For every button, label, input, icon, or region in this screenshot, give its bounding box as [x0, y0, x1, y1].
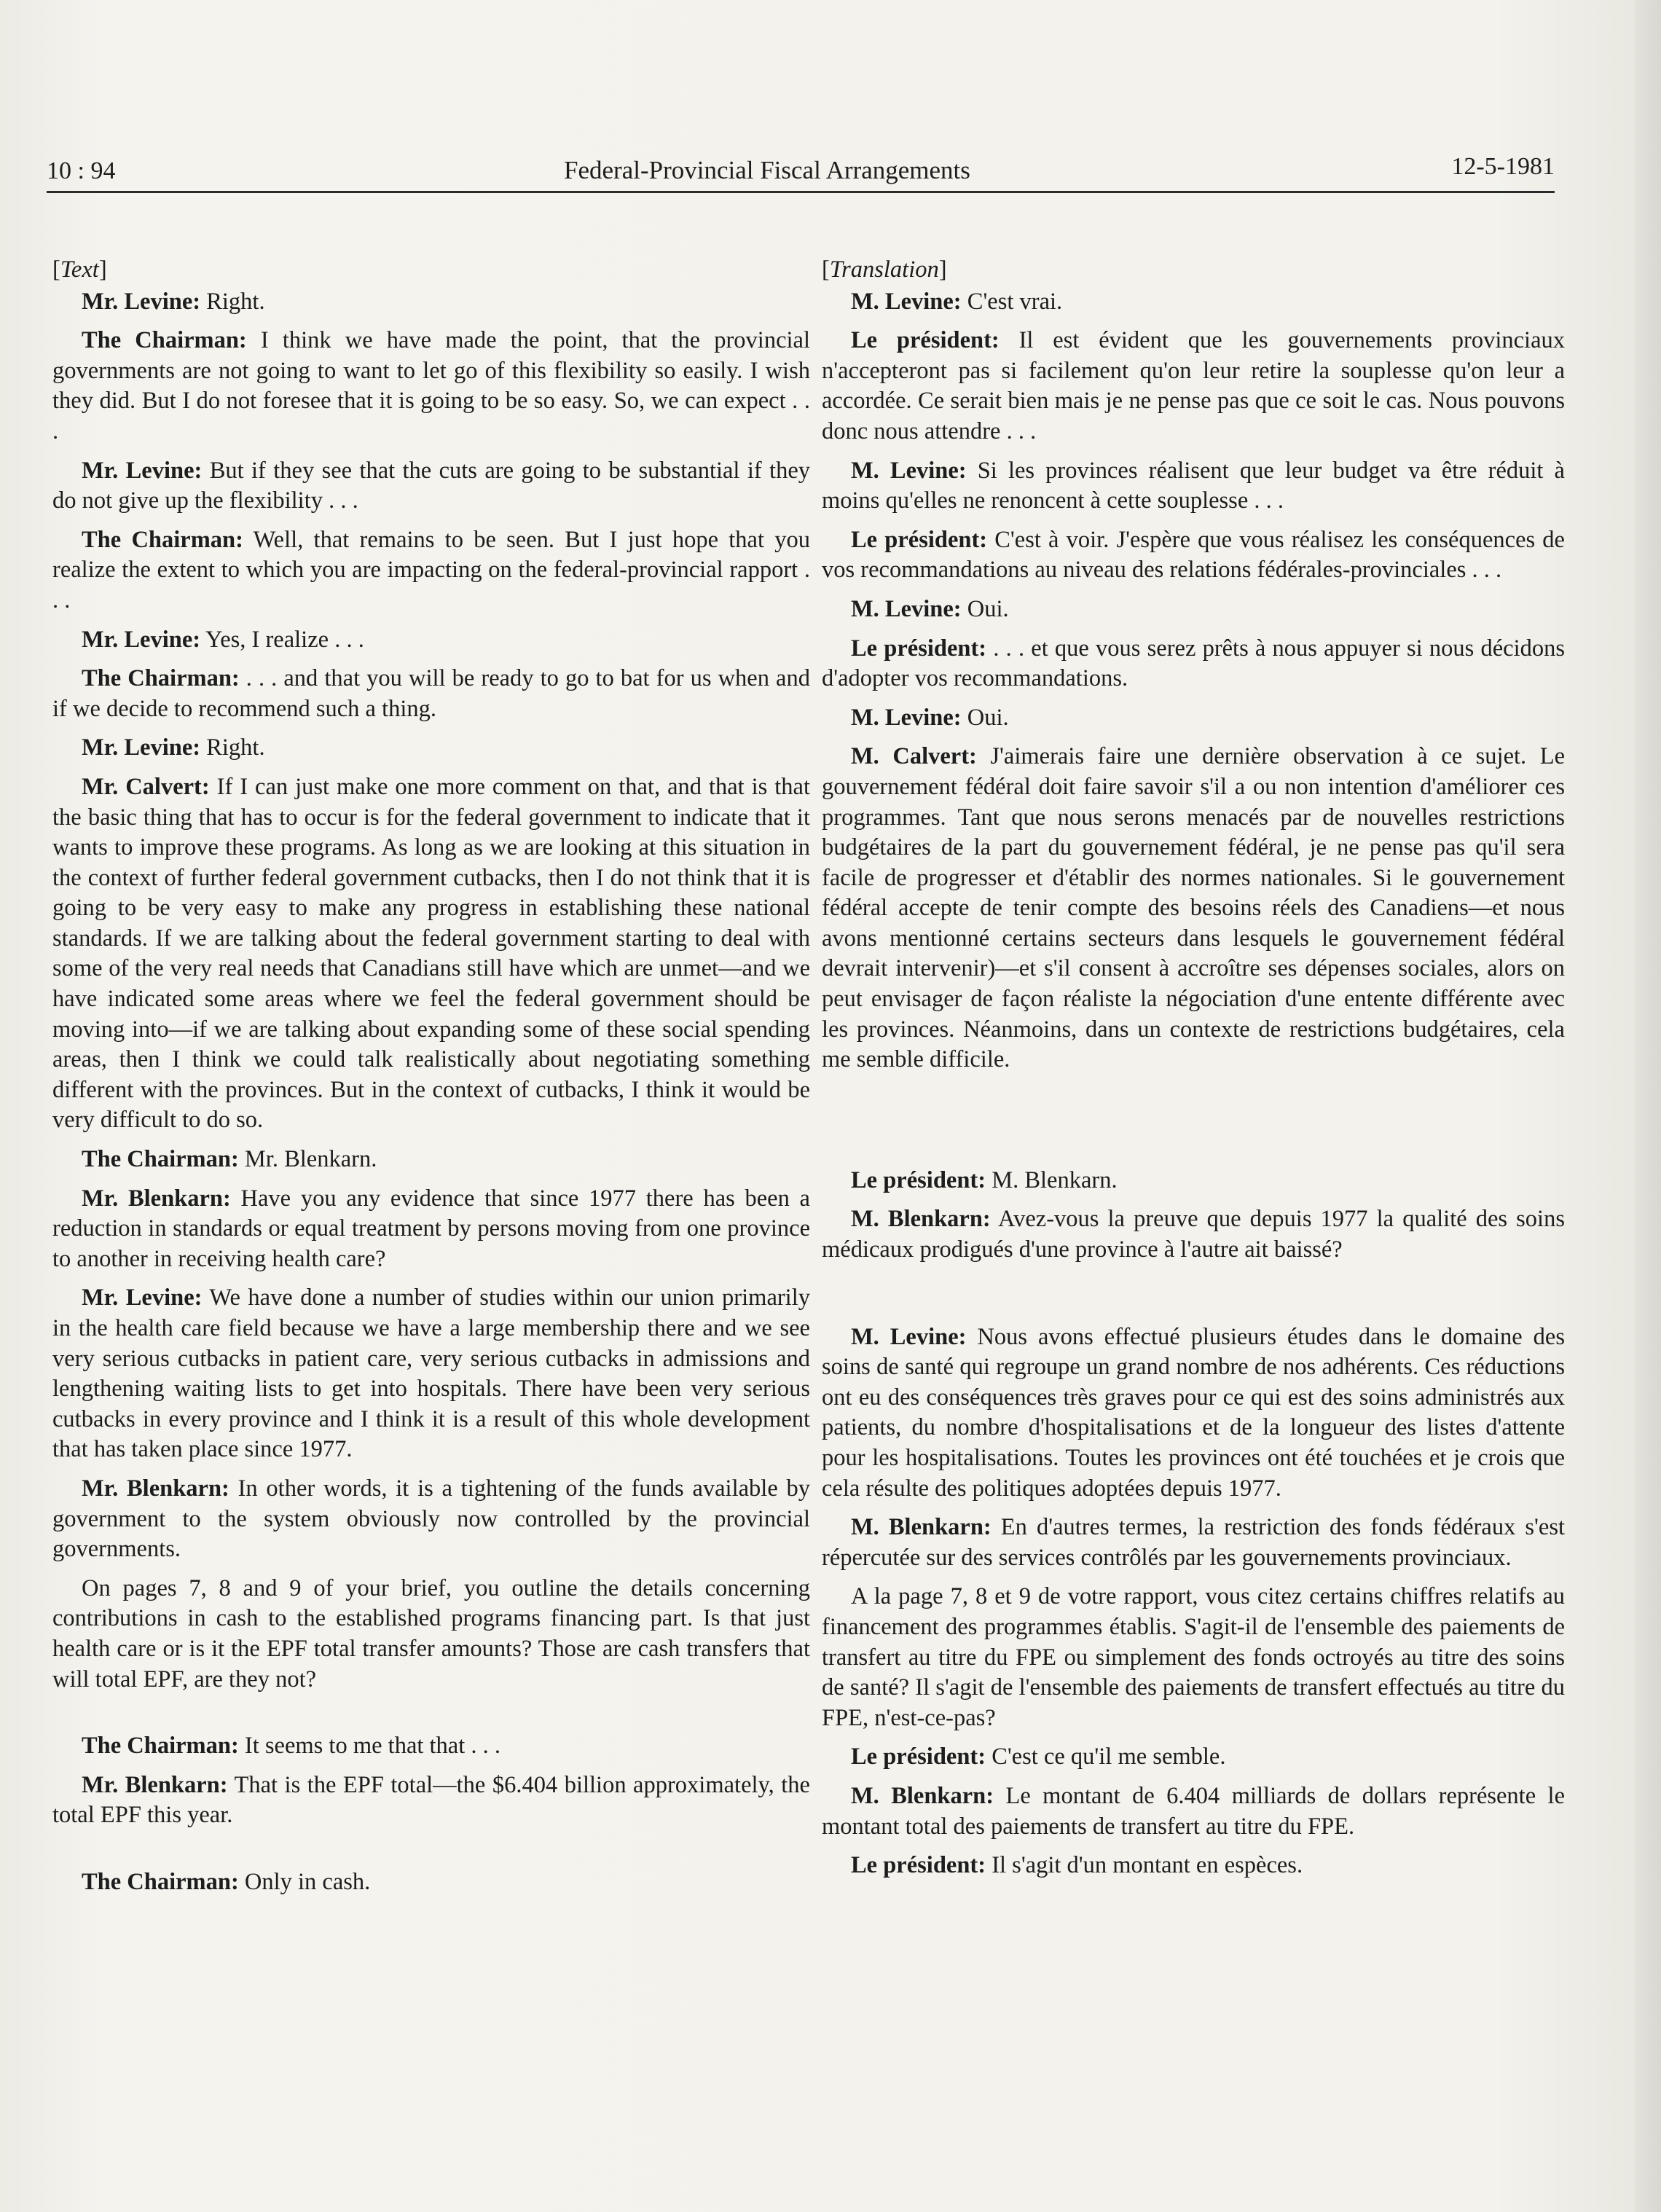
speaker: Mr. Levine:: [82, 626, 201, 653]
speaker: M. Levine:: [851, 457, 967, 484]
paragraph: [822, 634, 1565, 694]
speech: Il s'agit d'un montant en espèces.: [986, 1852, 1303, 1879]
speaker: Mr. Levine:: [82, 1285, 203, 1311]
speech: . . . and that you will be ready to go to bat for us when and if we decide to recommend such a thing.: [52, 665, 810, 722]
speech: If I can just make one more comment on that, and that is that the basic thing that has to occur is for the federal government to indicate that it wants to improve these programs. As long as we are looking at this situation in the context of further federal government cutbacks, then I do not think that it is going to be very easy to make any progress in establishing these national standards. If we are talking about the federal government starting to deal with some of the very real needs that Canadians still have which are unmet—and we have indicated some areas where we feel the federal government should be moving into—if we are talking about expanding some of these social spending areas, then I think we could talk realistically about negotiating something different with the provinces. But in the context of cutbacks, I think it would be very difficult to do so.: [52, 773, 810, 1134]
paragraph: [822, 287, 1565, 318]
speaker: The Chairman:: [82, 1868, 239, 1895]
paragraph: [52, 1574, 810, 1695]
speaker: Mr. Levine:: [82, 734, 201, 761]
speech: Il est évident que les gouvernements provinciaux n'accepteront pas si facilement qu'on leur retire la souplesse qu'on leur a accordée. Ce serait bien mais je ne pense pas que ce soit le cas. Nous pouvons donc nous attendre . . .: [822, 327, 1565, 444]
speech: C'est ce qu'il me semble.: [986, 1744, 1226, 1770]
speaker: Le président:: [851, 327, 1000, 354]
speaker: Le président:: [851, 1852, 986, 1879]
speech: I think we have made the point, that the provincial governments are not going to want to let go of this flexibility so easily. I wish they did. But I do not foresee that it is going to be so easy. So, we can expect . . .: [52, 327, 810, 444]
speech: Nous avons effectué plusieurs études dans le domaine des soins de santé qui regroupe un grand nombre de nos adhérents. Ces réductions ont eu des conséquences très graves pour ce qui est des soins administrés aux patients, du nombre d'hospitalisations et de la longueur des listes d'attente pour les hospitalisations. Toutes les provinces ont été touchées et je crois que cela résulte des politiques adoptées depuis 1977.: [822, 1323, 1565, 1502]
paragraph: [822, 1204, 1565, 1265]
speaker: Mr. Blenkarn:: [82, 1771, 228, 1798]
speaker: The Chairman:: [82, 1146, 239, 1173]
speaker: The Chairman:: [82, 665, 240, 692]
speaker: M. Calvert:: [851, 743, 977, 770]
paragraph: [822, 1742, 1565, 1773]
spacer: [52, 1840, 810, 1867]
paragraph: [822, 456, 1565, 517]
paragraph: [822, 1781, 1565, 1842]
speech: Well, that remains to be seen. But I just hope that you realize the extent to which you are impacting on the federal-provincial rapport . . .: [52, 526, 810, 613]
header-date: 12-5-1981: [1451, 153, 1555, 180]
language-label: [Text]: [52, 256, 107, 283]
speaker: Le président:: [851, 526, 988, 553]
paragraph: [822, 595, 1565, 625]
speech: We have done a number of studies within our union primarily in the health care field because we have a large membership there and we see very serious cutbacks in patient care, very serious cutbacks in admissions and lengthening waiting lists to get into hospitals. There have been very serious cutbacks in every province and I think it is a result of this whole development that has taken place since 1977.: [52, 1285, 810, 1463]
speaker: M. Blenkarn:: [851, 1514, 992, 1541]
speech: Only in cash.: [238, 1868, 371, 1895]
paragraph: [822, 742, 1565, 1075]
language-label-text: Text: [60, 256, 99, 283]
speech: Have you any evidence that since 1977 there has been a reduction in standards or equal treatment by persons moving from one province to another in receiving health care?: [52, 1185, 810, 1272]
language-label: [Translation]: [822, 256, 947, 283]
speech: M. Blenkarn.: [986, 1166, 1118, 1193]
paragraph: [52, 456, 810, 517]
paragraph: [52, 664, 810, 724]
paragraph: [52, 1770, 810, 1831]
speaker: Mr. Blenkarn:: [82, 1185, 231, 1212]
paragraph: [52, 326, 810, 447]
header-title: Federal-Provincial Fiscal Arrangements: [564, 156, 970, 184]
paragraph: [52, 1731, 810, 1762]
running-header: [47, 146, 1555, 193]
speaker: M. Blenkarn:: [851, 1782, 994, 1809]
speech: . . . et que vous serez prêts à nous appuyer si nous décidons d'adopter vos recommandations.: [822, 635, 1565, 692]
speech: But if they see that the cuts are going to be substantial if they do not give up the flexibility . . .: [52, 457, 811, 514]
speech: Avez-vous la preuve que depuis 1977 la qualité des soins médicaux prodigués d'une province à l'autre ait baissé?: [822, 1206, 1565, 1263]
speech: Le montant de 6.404 milliards de dollars représente le montant total des paiements de transfert au titre du FPE.: [822, 1782, 1566, 1840]
paragraph: [52, 1283, 810, 1465]
paragraph: [52, 733, 810, 764]
paragraph: [822, 703, 1565, 734]
paragraph: [52, 525, 810, 616]
speech: That is the EPF total—the $6.404 billion approximately, the total EPF this year.: [52, 1771, 810, 1829]
speaker: Le président:: [851, 1166, 986, 1193]
french-column: [822, 255, 1565, 1890]
speaker: Le président:: [851, 1744, 986, 1770]
speaker: Le président:: [851, 635, 987, 662]
speech: J'aimerais faire une dernière observation à ce sujet. Le gouvernement fédéral doit faire savoir s'il a ou non intention d'améliorer ces programmes. Tant que nous serons menacés par de nouvelles restrictions budgétaires de la part du gouvernement fédéral, je ne pense pas qu'il sera facile de progresser et d'établir des normes nationales. Si le gouvernement fédéral accepte de tenir compte des besoins réels des Canadiens—et nous avons mentionné certains secteurs dans lesquels le gouvernement fédéral devrait intervenir)—et s'il consent à accroître ses dépenses sociales, alors on peut envisager de façon réaliste la négociation d'une entente différente avec les provinces. Néanmoins, dans un contexte de restrictions budgétaires, cela me semble difficile.: [822, 743, 1566, 1073]
speaker: M. Blenkarn:: [851, 1206, 991, 1233]
paragraph: [822, 525, 1565, 586]
speech: C'est vrai.: [961, 288, 1063, 315]
speech: On pages 7, 8 and 9 of your brief, you outline the details concerning contributions in cash to the established programs financing part. Is that just health care or is it the EPF total transfer amounts? Those are cash transfers that will total EPF, are they not?: [52, 1574, 810, 1693]
speech: Oui.: [961, 595, 1009, 622]
speech: C'est à voir. J'espère que vous réalisez les conséquences de vos recommandations au niveau des relations fédérales-provinciales . . .: [822, 526, 1565, 584]
paragraph: [822, 1851, 1565, 1881]
speech: Right.: [200, 288, 265, 315]
paragraph: [52, 1145, 810, 1175]
english-column: [52, 255, 810, 1907]
spacer: [822, 1084, 1565, 1166]
paragraph: [822, 1582, 1565, 1733]
paragraph: [52, 1474, 810, 1565]
paragraph: [822, 1513, 1565, 1573]
paragraph: [822, 326, 1565, 447]
speech: It seems to me that that . . .: [238, 1733, 501, 1760]
paragraph: [52, 287, 810, 318]
speaker: The Chairman:: [82, 1733, 239, 1760]
speaker: The Chairman:: [82, 526, 243, 553]
paragraph: [52, 625, 810, 656]
speech: A la page 7, 8 et 9 de votre rapport, vous citez certains chiffres relatifs au financement des programmes établis. S'agit-il de l'ensemble des paiements de transfert au titre du FPE ou simplement des fonds octroyés au titre des soins de santé? Il s'agit de l'ensemble des paiements de transfert effectués au titre du FPE, n'est-ce-pas?: [822, 1583, 1565, 1731]
speech: En d'autres termes, la restriction des fonds fédéraux s'est répercutée sur des services contrôlés par les gouvernements provinciaux.: [822, 1514, 1565, 1571]
speech: Yes, I realize . . .: [200, 626, 364, 653]
language-label-text: Translation: [829, 256, 939, 283]
speaker: M. Levine:: [851, 1323, 967, 1350]
paragraph: [52, 1867, 810, 1898]
paragraph: [52, 772, 810, 1136]
speaker: M. Levine:: [851, 288, 962, 315]
paragraph: [822, 1322, 1565, 1505]
speech: Si les provinces réalisent que leur budget va être réduit à moins qu'elles ne renoncent à cette souplesse . . .: [822, 457, 1565, 514]
speaker: The Chairman:: [82, 327, 247, 354]
speaker: M. Levine:: [851, 704, 962, 731]
speaker: Mr. Levine:: [82, 288, 201, 315]
speech: Mr. Blenkarn.: [238, 1146, 377, 1173]
speaker: Mr. Levine:: [82, 457, 203, 484]
paragraph: [52, 1184, 810, 1275]
speaker: Mr. Blenkarn:: [82, 1475, 229, 1502]
page-number: 10 : 94: [47, 157, 116, 184]
page-edge: [1635, 0, 1661, 2212]
speaker: Mr. Calvert:: [82, 773, 210, 800]
spacer: [52, 1703, 810, 1731]
speech: Right.: [200, 734, 265, 761]
speaker: M. Levine:: [851, 595, 962, 622]
speech: In other words, it is a tightening of the funds available by government to the system obviously now controlled by the provincial governments.: [52, 1475, 810, 1563]
spacer: [822, 1274, 1565, 1322]
speech: Oui.: [961, 704, 1009, 731]
paragraph: [822, 1166, 1565, 1196]
